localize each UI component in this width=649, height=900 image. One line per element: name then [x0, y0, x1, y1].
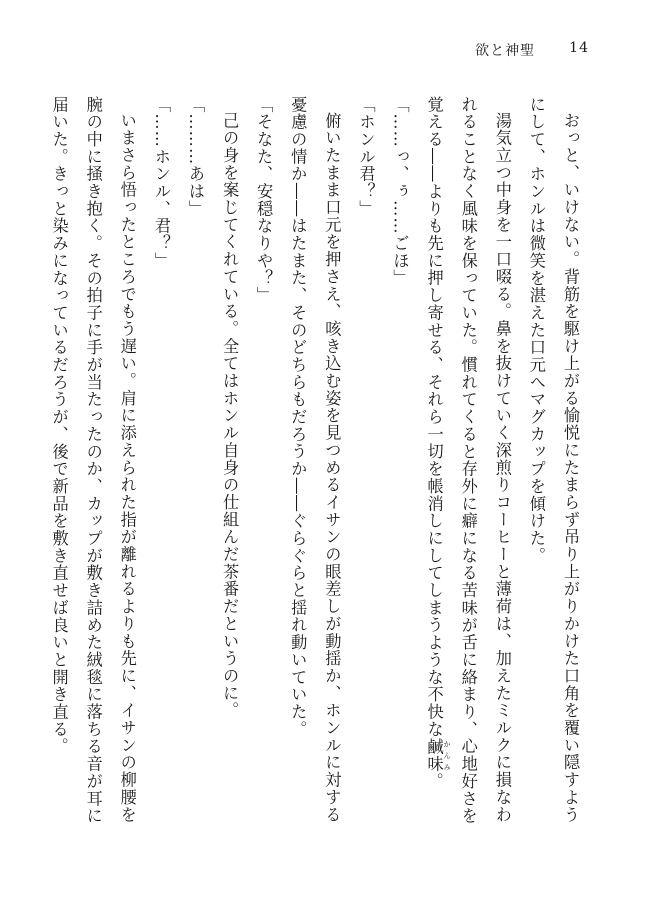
dialog-line	[348, 96, 382, 836]
dialog-text: 「そなた、安穏なりや？」	[254, 96, 274, 305]
dialog-line	[246, 96, 280, 836]
vertical-body-text	[49, 96, 587, 836]
ruby-base: 鹹味	[424, 737, 444, 773]
page-number: 14	[569, 40, 589, 56]
dialog-text: 「………あは」	[185, 96, 205, 218]
dialog-line	[382, 96, 416, 836]
paragraph	[417, 96, 519, 836]
paragraph-text-tail: 。	[424, 772, 444, 790]
paragraph	[280, 96, 348, 836]
paragraph-text: 俯いたまま口元を押さえ、咳き込む姿を見つめるイサンの眼差しが動揺か、ホンルに対する憂慮の情か――はたまた、そのどちらもだろうか――ぐらぐらと揺れ動いていた。	[288, 96, 342, 824]
paragraph-text: 己の身を案じてくれている。全てはホンル自身の仕組んだ茶番だというのに。	[220, 112, 240, 720]
paragraph-text: 湯気立つ中身を一口啜る。鼻を抜けていく深煎りコーヒーと薄荷は、加えたミルクに損なわれることなく風味を保っていた。慣れてくると存外に癖になる苦味が舌に絡まり、心地好さを覚える――よりも先に押し寄せる、それら一切を帳消しにしてしまうような不快な	[424, 96, 512, 825]
ruby-reading: かんみ	[443, 737, 452, 773]
paragraph	[212, 96, 246, 836]
paragraph-text: おっと、いけない。背筋を駆け上がる愉悦にたまらず吊り上がりかけた口角を覆い隠すようにして、ホンルは微笑を湛えた口元へマグカップを傾けた。	[526, 96, 580, 824]
dialog-line	[144, 96, 178, 836]
ruby-word	[424, 737, 452, 773]
dialog-text: 「……ホンル、君？」	[151, 96, 171, 270]
dialog-text: 「……っ、ぅ……ごほ」	[390, 96, 410, 287]
dialog-text: 「ホンル君？」	[356, 96, 376, 218]
paragraph	[519, 96, 587, 836]
running-head	[475, 40, 589, 60]
paragraph	[42, 96, 144, 836]
chapter-title: 欲と神聖	[475, 43, 536, 59]
dialog-line	[178, 96, 212, 836]
paragraph-text: いまさら悟ったところでもう遅い。肩に添えられた指が離れるよりも先に、イサンの柳腰を腕の中に掻き抱く。その拍子に手が当たったのか、カップが敷き詰めた絨毯に落ちる音が耳に届いた。きっと染みになっているだろうが、後で新品を敷き直せば良いと開き直る。	[49, 96, 137, 825]
